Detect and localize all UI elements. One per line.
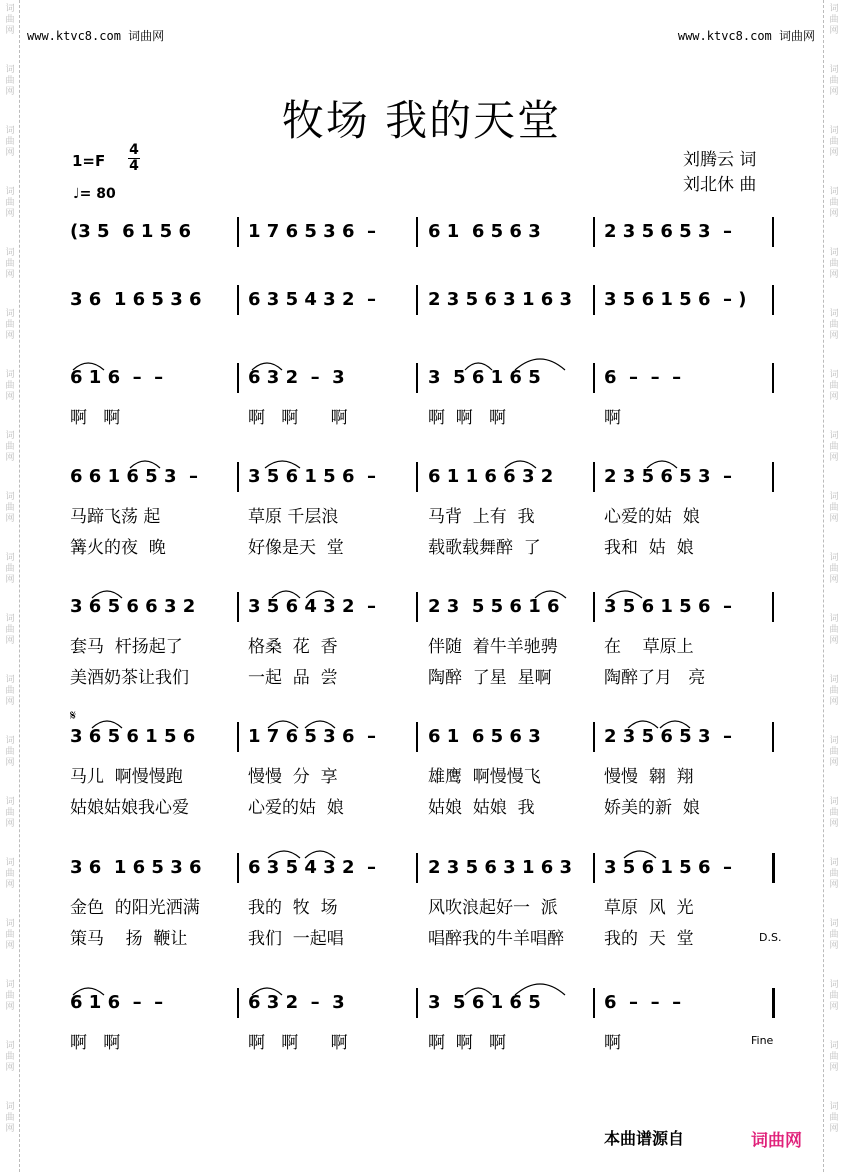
watermark-glyph: 词 曲 网 xyxy=(829,1041,839,1073)
measure-notes: 2 3 5 5 6 1 6 xyxy=(428,596,560,617)
bar-line xyxy=(237,285,239,315)
watermark-glyph: 词 曲 网 xyxy=(829,1102,839,1134)
song-title: 牧场 我的天堂 xyxy=(281,96,562,145)
measure-notes: 3 6 1 6 5 3 6 xyxy=(70,289,202,310)
watermark-glyph: 词 曲 网 xyxy=(5,65,15,97)
watermark-glyph: 词 曲 网 xyxy=(5,309,15,341)
bar-line xyxy=(416,988,418,1018)
watermark-glyph: 词 曲 网 xyxy=(5,187,15,219)
lyric-text: 陶醉 了星 星啊 xyxy=(428,668,552,688)
measure-notes: 2 3 5 6 5 3 – xyxy=(604,221,733,242)
watermark-glyph: 词 曲 网 xyxy=(829,492,839,524)
tempo-marking xyxy=(73,186,116,202)
lyric-text: 在 草原上 xyxy=(604,637,694,657)
measure-notes: 3 6 5 6 1 5 6 xyxy=(70,726,196,747)
watermark-glyph: 词 曲 网 xyxy=(5,431,15,463)
measure-notes: 6 3 5 4 3 2 – xyxy=(248,289,377,310)
measure-notes: 2 3 5 6 3 1 6 3 xyxy=(428,857,573,878)
lyric-text: 套马 杆扬起了 xyxy=(70,637,183,657)
score-line xyxy=(0,217,843,247)
time-signature-bottom: 4 xyxy=(129,158,139,174)
watermark-glyph: 词 曲 网 xyxy=(829,797,839,829)
lyric-text: 草原 风 光 xyxy=(604,898,694,918)
watermark-glyph: 词 曲 网 xyxy=(829,65,839,97)
bar-line xyxy=(593,285,595,315)
bar-line xyxy=(237,592,239,622)
watermark-glyph: 词 曲 网 xyxy=(5,858,15,890)
bar-line xyxy=(593,217,595,247)
measure-notes: 6 1 6 5 6 3 xyxy=(428,726,541,747)
bar-line xyxy=(237,853,239,883)
source-label: 本曲谱源自 xyxy=(604,1129,685,1148)
watermark-glyph: 词 曲 网 xyxy=(829,736,839,768)
score-line xyxy=(0,988,843,1018)
bar-line xyxy=(416,592,418,622)
bar-line xyxy=(772,363,774,393)
measure-notes: 6 6 1 6 5 3 – xyxy=(70,466,199,487)
bar-line xyxy=(416,853,418,883)
bar-line xyxy=(416,722,418,752)
watermark-glyph: 词 曲 网 xyxy=(5,614,15,646)
lyric-text: 啊 啊 啊 xyxy=(248,1033,348,1053)
lyric-text: 金色 的阳光洒满 xyxy=(70,898,200,918)
lyric-text: 马背 上有 我 xyxy=(428,507,535,527)
lyric-text: 草原 千层浪 xyxy=(248,507,339,527)
watermark-glyph: 词 曲 网 xyxy=(829,980,839,1012)
measure-notes: 6 1 1 6 6 3 2 xyxy=(428,466,554,487)
lyric-text: 啊 xyxy=(604,408,621,428)
watermark-glyph: 词 曲 网 xyxy=(829,248,839,280)
lyric-text: 载歌载舞醉 了 xyxy=(428,538,541,558)
lyric-text: 风吹浪起好一 派 xyxy=(428,898,558,918)
measure-notes: 3 5 6 1 5 6 – ) xyxy=(604,289,747,310)
bar-line xyxy=(237,722,239,752)
watermark-glyph: 词 曲 网 xyxy=(5,797,15,829)
watermark-glyph: 词 曲 网 xyxy=(829,431,839,463)
measure-notes: 3 5 6 1 5 6 – xyxy=(604,596,733,617)
bar-line xyxy=(772,722,774,752)
measure-notes: 2 3 5 6 5 3 – xyxy=(604,466,733,487)
bar-line xyxy=(772,592,774,622)
measure-notes: 3 5 6 1 5 6 – xyxy=(604,857,733,878)
watermark-glyph: 词 曲 网 xyxy=(5,919,15,951)
measure-notes: 6 1 6 5 6 3 xyxy=(428,221,541,242)
watermark-glyph: 词 曲 网 xyxy=(829,126,839,158)
lyric-text: 策马 扬 鞭让 xyxy=(70,929,188,949)
composer-credit: 刘北休 曲 xyxy=(683,175,757,195)
bar-line xyxy=(593,592,595,622)
measure-notes: 3 5 6 4 3 2 – xyxy=(248,596,377,617)
lyric-text: 心爱的姑 娘 xyxy=(248,798,344,818)
measure-notes: 6 3 2 – 3 xyxy=(248,367,345,388)
lyric-text: 啊 啊 啊 xyxy=(248,408,348,428)
measure-notes: 3 6 5 6 6 3 2 xyxy=(70,596,196,617)
bar-line xyxy=(772,462,774,492)
lyric-text: 慢慢 翱 翔 xyxy=(604,767,694,787)
bar-line xyxy=(772,217,774,247)
bar-line xyxy=(237,217,239,247)
watermark-glyph: 词 曲 网 xyxy=(829,187,839,219)
measure-notes: 1 7 6 5 3 6 – xyxy=(248,221,377,242)
lyric-text: 我的 牧 场 xyxy=(248,898,338,918)
site-url-right[interactable]: www.ktvc8.com 词曲网 xyxy=(677,29,815,43)
bar-line xyxy=(237,988,239,1018)
quarter-note-icon: ♩ xyxy=(73,186,80,202)
bar-line xyxy=(416,462,418,492)
watermark-glyph: 词 曲 网 xyxy=(829,919,839,951)
score-line xyxy=(0,285,843,315)
measure-notes: 6 1 6 – – xyxy=(70,992,164,1013)
watermark-glyph: 词 曲 网 xyxy=(829,4,839,36)
time-signature xyxy=(128,143,140,174)
time-signature-top: 4 xyxy=(129,142,139,158)
measure-notes: 2 3 5 6 5 3 – xyxy=(604,726,733,747)
bar-line xyxy=(416,363,418,393)
lyric-text: 姑娘 姑娘 我 xyxy=(428,798,535,818)
lyric-text: 啊 啊 啊 xyxy=(428,1033,507,1053)
watermark-glyph: 词 曲 网 xyxy=(5,370,15,402)
site-url-left[interactable]: www.ktvc8.com 词曲网 xyxy=(27,29,165,43)
bar-line xyxy=(772,988,775,1018)
lyric-text: 我的 天 堂 xyxy=(604,929,694,949)
lyric-text: 啊 啊 xyxy=(70,408,121,428)
bar-line xyxy=(593,462,595,492)
lyric-text: 娇美的新 娘 xyxy=(604,798,700,818)
lyric-text: 啊 啊 xyxy=(70,1033,121,1053)
watermark-glyph: 词 曲 网 xyxy=(5,736,15,768)
lyric-text: 我和 姑 娘 xyxy=(604,538,694,558)
measure-notes: 3 5 6 1 5 6 – xyxy=(248,466,377,487)
watermark-glyph: 词 曲 网 xyxy=(829,309,839,341)
bar-line xyxy=(593,988,595,1018)
lyric-text: 好像是天 堂 xyxy=(248,538,344,558)
watermark-glyph: 词 曲 网 xyxy=(5,980,15,1012)
measure-notes: 3 5 6 1 6 5 xyxy=(428,992,541,1013)
lyric-text: 姑娘姑娘我心爱 xyxy=(70,798,189,818)
watermark-glyph: 词 曲 网 xyxy=(5,248,15,280)
measure-notes: 3 5 6 1 6 5 xyxy=(428,367,541,388)
measure-notes: 6 1 6 – – xyxy=(70,367,164,388)
lyric-text: 慢慢 分 享 xyxy=(248,767,338,787)
lyric-text: 雄鹰 啊慢慢飞 xyxy=(428,767,541,787)
bar-line xyxy=(772,853,775,883)
score-line xyxy=(0,363,843,393)
bar-line xyxy=(237,462,239,492)
watermark-glyph: 词 曲 网 xyxy=(829,858,839,890)
watermark-glyph: 词 曲 网 xyxy=(829,675,839,707)
bar-line xyxy=(237,363,239,393)
watermark-glyph: 词 曲 网 xyxy=(5,1041,15,1073)
score-line xyxy=(0,853,843,883)
measure-notes: 3 6 1 6 5 3 6 xyxy=(70,857,202,878)
lyric-text: 啊 xyxy=(604,1033,621,1053)
watermark-glyph: 词 曲 网 xyxy=(5,492,15,524)
brand-logo-text[interactable]: 词曲网 xyxy=(751,1131,802,1151)
watermark-glyph: 词 曲 网 xyxy=(5,675,15,707)
measure-notes: 2 3 5 6 3 1 6 3 xyxy=(428,289,573,310)
lyric-text: 一起 品 尝 xyxy=(248,668,338,688)
bar-line xyxy=(593,363,595,393)
lyric-text: 美酒奶茶让我们 xyxy=(70,668,189,688)
lyric-text: 陶醉了月 亮 xyxy=(604,668,706,688)
bar-line xyxy=(772,285,774,315)
watermark-glyph: 词 曲 网 xyxy=(829,614,839,646)
measure-notes: 6 3 2 – 3 xyxy=(248,992,345,1013)
watermark-glyph: 词 曲 网 xyxy=(5,1102,15,1134)
measure-notes: (3 5 6 1 5 6 xyxy=(70,221,191,242)
measure-notes: 6 – – – xyxy=(604,992,682,1013)
tempo-value: = 80 xyxy=(79,186,116,202)
bar-line xyxy=(593,722,595,752)
lyric-text: 格桑 花 香 xyxy=(248,637,338,657)
bar-line xyxy=(416,217,418,247)
lyric-text: 唱醉我的牛羊唱醉 xyxy=(428,929,564,949)
lyric-text: 伴随 着牛羊驰骋 xyxy=(428,637,558,657)
watermark-glyph: 词 曲 网 xyxy=(5,126,15,158)
bar-line xyxy=(593,853,595,883)
measure-notes: 1 7 6 5 3 6 – xyxy=(248,726,377,747)
lyricist-credit: 刘腾云 词 xyxy=(683,150,757,170)
fine-marking: Fine xyxy=(751,1034,774,1047)
segno-icon: 𝄋 xyxy=(70,708,77,724)
watermark-glyph: 词 曲 网 xyxy=(5,553,15,585)
lyric-text: 篝火的夜 晚 xyxy=(70,538,166,558)
lyric-text: 我们 一起唱 xyxy=(248,929,344,949)
lyric-text: 马蹄飞荡 起 xyxy=(70,507,161,527)
measure-notes: 6 3 5 4 3 2 – xyxy=(248,857,377,878)
ds-marking: D.S. xyxy=(759,931,782,944)
lyric-text: 马儿 啊慢慢跑 xyxy=(70,767,183,787)
lyric-text: 心爱的姑 娘 xyxy=(604,507,700,527)
watermark-glyph: 词 曲 网 xyxy=(5,4,15,36)
bar-line xyxy=(416,285,418,315)
measure-notes: 6 – – – xyxy=(604,367,682,388)
score-line xyxy=(0,722,843,752)
watermark-glyph: 词 曲 网 xyxy=(829,370,839,402)
key-signature: 1=F xyxy=(72,152,106,170)
score-line xyxy=(0,462,843,492)
score-line xyxy=(0,592,843,622)
lyric-text: 啊 啊 啊 xyxy=(428,408,507,428)
watermark-glyph: 词 曲 网 xyxy=(829,553,839,585)
